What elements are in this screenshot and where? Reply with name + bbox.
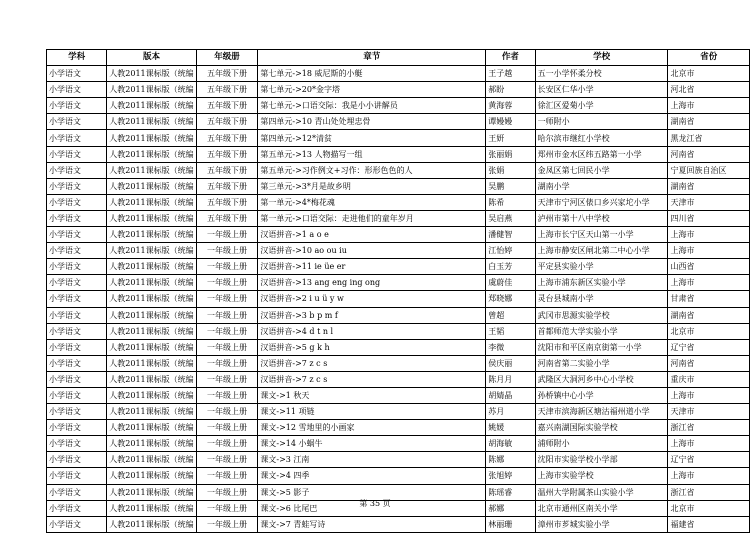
table-row [47,210,750,226]
page-number: 第 35 页 [359,499,391,508]
cell-author: 谭嫚嫚 [486,114,535,130]
cell-author: 李微 [486,339,535,355]
cell-author: 曾超 [486,307,535,323]
cell-author: 潘健智 [486,227,535,243]
cell-grade: 五年级下册 [196,66,258,82]
table-row [47,162,750,178]
cell-chapter: 汉语拼音->5 g k h [258,339,486,355]
cell-author: 张娟 [486,162,535,178]
cell-author: 郝娜 [486,500,535,516]
cell-school: 漳州市芗城实验小学 [535,516,668,532]
cell-school: 泸州市第十八中学校 [535,210,668,226]
cell-grade: 一年级上册 [196,404,258,420]
table-row [47,339,750,355]
cell-province: 浙江省 [668,484,750,500]
header-edition: 版本 [107,50,196,66]
cell-grade: 一年级上册 [196,227,258,243]
table-row [47,66,750,82]
cell-province: 宁夏回族自治区 [668,162,750,178]
cell-school: 灵台县城南小学 [535,291,668,307]
cell-chapter: 汉语拼音->7 z c s [258,371,486,387]
cell-province: 天津市 [668,404,750,420]
cell-edition: 人教2011课标版（统编 [107,146,196,162]
cell-school: 沈阳市和平区南京街第一小学 [535,339,668,355]
cell-province: 河南省 [668,355,750,371]
cell-chapter: 第三单元->3*月是故乡明 [258,178,486,194]
cell-school: 沈阳市实验学校小学部 [535,452,668,468]
cell-grade: 一年级上册 [196,291,258,307]
cell-chapter: 课文->1 秋天 [258,387,486,403]
cell-edition: 人教2011课标版（统编 [107,114,196,130]
cell-province: 上海市 [668,98,750,114]
cell-chapter: 第七单元->口语交际：我是小小讲解员 [258,98,486,114]
cell-chapter: 课文->3 江南 [258,452,486,468]
cell-grade: 一年级上册 [196,420,258,436]
header-chapter: 章节 [258,50,486,66]
cell-chapter: 第一单元->口语交际：走进他们的童年岁月 [258,210,486,226]
cell-grade: 一年级上册 [196,275,258,291]
table-row [47,387,750,403]
cell-subject: 小学语文 [47,468,107,484]
header-grade: 年级册 [196,50,258,66]
cell-school: 平定县实验小学 [535,259,668,275]
cell-school: 天津市滨海新区塘沽福州道小学 [535,404,668,420]
cell-province: 湖南省 [668,114,750,130]
cell-edition: 人教2011课标版（统编 [107,452,196,468]
cell-subject: 小学语文 [47,404,107,420]
cell-chapter: 课文->14 小蜗牛 [258,436,486,452]
cell-chapter: 第一单元->4*梅花魂 [258,194,486,210]
cell-school: 徐汇区爱菊小学 [535,98,668,114]
cell-author: 王妍 [486,130,535,146]
header-row [47,50,750,66]
table-row [47,82,750,98]
table-row [47,130,750,146]
cell-edition: 人教2011课标版（统编 [107,484,196,500]
cell-school: 上海市长宁区天山第一小学 [535,227,668,243]
cell-edition: 人教2011课标版（统编 [107,371,196,387]
cell-province: 重庆市 [668,371,750,387]
cell-school: 长安区仁华小学 [535,82,668,98]
cell-province: 黑龙江省 [668,130,750,146]
cell-chapter: 汉语拼音->2 i u ü y w [258,291,486,307]
cell-school: 金凤区第七回民小学 [535,162,668,178]
cell-edition: 人教2011课标版（统编 [107,404,196,420]
cell-province: 河南省 [668,146,750,162]
cell-author: 江怡婷 [486,243,535,259]
cell-author: 胡海敏 [486,436,535,452]
cell-school: 五一小学怀柔分校 [535,66,668,82]
table-body [47,66,750,533]
cell-subject: 小学语文 [47,355,107,371]
cell-subject: 小学语文 [47,484,107,500]
cell-author: 陈月月 [486,371,535,387]
cell-province: 福建省 [668,516,750,532]
cell-chapter: 课文->7 青蛙写诗 [258,516,486,532]
cell-author: 白玉芳 [486,259,535,275]
cell-province: 上海市 [668,227,750,243]
table-row [47,146,750,162]
cell-grade: 一年级上册 [196,484,258,500]
cell-edition: 人教2011课标版（统编 [107,162,196,178]
cell-edition: 人教2011课标版（统编 [107,291,196,307]
cell-subject: 小学语文 [47,162,107,178]
cell-grade: 一年级上册 [196,371,258,387]
cell-edition: 人教2011课标版（统编 [107,436,196,452]
table-row [47,275,750,291]
header-author: 作者 [486,50,535,66]
cell-province: 上海市 [668,387,750,403]
cell-school: 北京市通州区南关小学 [535,500,668,516]
table-row [47,468,750,484]
cell-subject: 小学语文 [47,452,107,468]
cell-school: 一师附小 [535,114,668,130]
cell-chapter: 第七单元->18 威尼斯的小艇 [258,66,486,82]
table-row [47,452,750,468]
cell-grade: 一年级上册 [196,355,258,371]
cell-grade: 五年级下册 [196,130,258,146]
cell-grade: 一年级上册 [196,387,258,403]
cell-subject: 小学语文 [47,210,107,226]
cell-grade: 一年级上册 [196,339,258,355]
cell-school: 孙桥镇中心小学 [535,387,668,403]
cell-province: 四川省 [668,210,750,226]
cell-school: 上海市静安区闸北第二中心小学 [535,243,668,259]
cell-author: 陈瑶睿 [486,484,535,500]
cell-grade: 五年级下册 [196,178,258,194]
cell-grade: 一年级上册 [196,259,258,275]
cell-chapter: 汉语拼音->1 a o e [258,227,486,243]
cell-grade: 一年级上册 [196,452,258,468]
table-row [47,114,750,130]
cell-edition: 人教2011课标版（统编 [107,66,196,82]
cell-grade: 一年级上册 [196,307,258,323]
table-row [47,243,750,259]
cell-edition: 人教2011课标版（统编 [107,210,196,226]
cell-subject: 小学语文 [47,194,107,210]
cell-edition: 人教2011课标版（统编 [107,98,196,114]
cell-author: 张丽娟 [486,146,535,162]
cell-subject: 小学语文 [47,307,107,323]
cell-province: 上海市 [668,468,750,484]
records-table [46,49,750,533]
cell-chapter: 第四单元->10 青山处处埋忠骨 [258,114,486,130]
cell-subject: 小学语文 [47,114,107,130]
cell-edition: 人教2011课标版（统编 [107,355,196,371]
cell-school: 哈尔滨市继红小学校 [535,130,668,146]
cell-chapter: 汉语拼音->7 z c s [258,355,486,371]
cell-edition: 人教2011课标版（统编 [107,339,196,355]
table-row [47,371,750,387]
cell-subject: 小学语文 [47,82,107,98]
cell-chapter: 第五单元->13 人物描写一组 [258,146,486,162]
cell-grade: 一年级上册 [196,243,258,259]
cell-province: 北京市 [668,323,750,339]
cell-chapter: 汉语拼音->11 ie üe er [258,259,486,275]
cell-province: 浙江省 [668,420,750,436]
cell-author: 郝盼 [486,82,535,98]
cell-subject: 小学语文 [47,130,107,146]
table-row [47,227,750,243]
cell-edition: 人教2011课标版（统编 [107,227,196,243]
cell-grade: 一年级上册 [196,468,258,484]
table-row [47,291,750,307]
cell-school: 上海市浦东新区实验小学 [535,275,668,291]
cell-edition: 人教2011课标版（统编 [107,194,196,210]
cell-chapter: 课文->11 项链 [258,404,486,420]
cell-grade: 五年级下册 [196,114,258,130]
cell-school: 嘉兴南湖国际实验学校 [535,420,668,436]
cell-grade: 五年级下册 [196,210,258,226]
cell-subject: 小学语文 [47,66,107,82]
cell-chapter: 课文->5 影子 [258,484,486,500]
cell-edition: 人教2011课标版（统编 [107,323,196,339]
cell-chapter: 课文->12 雪地里的小画家 [258,420,486,436]
cell-school: 浦师附小 [535,436,668,452]
cell-subject: 小学语文 [47,98,107,114]
cell-subject: 小学语文 [47,339,107,355]
cell-grade: 五年级下册 [196,98,258,114]
cell-province: 山西省 [668,259,750,275]
table-row [47,420,750,436]
cell-edition: 人教2011课标版（统编 [107,259,196,275]
cell-edition: 人教2011课标版（统编 [107,468,196,484]
cell-province: 上海市 [668,243,750,259]
cell-subject: 小学语文 [47,259,107,275]
table-row [47,323,750,339]
table-row [47,178,750,194]
cell-subject: 小学语文 [47,243,107,259]
cell-subject: 小学语文 [47,436,107,452]
cell-subject: 小学语文 [47,227,107,243]
cell-subject: 小学语文 [47,500,107,516]
cell-author: 王子越 [486,66,535,82]
header-province: 省份 [668,50,750,66]
table-row [47,194,750,210]
cell-chapter: 课文->6 比尾巴 [258,500,486,516]
cell-author: 苏月 [486,404,535,420]
cell-subject: 小学语文 [47,371,107,387]
cell-province: 上海市 [668,275,750,291]
cell-grade: 一年级上册 [196,436,258,452]
cell-subject: 小学语文 [47,146,107,162]
cell-grade: 一年级上册 [196,516,258,532]
cell-chapter: 第七单元->20*金字塔 [258,82,486,98]
cell-subject: 小学语文 [47,420,107,436]
cell-chapter: 汉语拼音->3 b p m f [258,307,486,323]
cell-province: 北京市 [668,500,750,516]
cell-edition: 人教2011课标版（统编 [107,500,196,516]
header-subject: 学科 [47,50,107,66]
cell-province: 湖南省 [668,307,750,323]
cell-subject: 小学语文 [47,275,107,291]
cell-author: 吴启燕 [486,210,535,226]
cell-subject: 小学语文 [47,178,107,194]
cell-grade: 一年级上册 [196,323,258,339]
table-row [47,436,750,452]
cell-chapter: 汉语拼音->4 d t n l [258,323,486,339]
cell-grade: 五年级下册 [196,146,258,162]
cell-author: 黄海蓉 [486,98,535,114]
cell-subject: 小学语文 [47,291,107,307]
cell-author: 吴鹏 [486,178,535,194]
cell-school: 湖南小学 [535,178,668,194]
cell-grade: 一年级上册 [196,500,258,516]
cell-subject: 小学语文 [47,323,107,339]
cell-chapter: 汉语拼音->10 ao ou iu [258,243,486,259]
cell-province: 河北省 [668,82,750,98]
cell-grade: 五年级下册 [196,194,258,210]
cell-edition: 人教2011课标版（统编 [107,178,196,194]
cell-edition: 人教2011课标版（统编 [107,387,196,403]
cell-edition: 人教2011课标版（统编 [107,130,196,146]
cell-edition: 人教2011课标版（统编 [107,420,196,436]
cell-school: 郑州市金水区纬五路第一小学 [535,146,668,162]
cell-author: 虞蔚佳 [486,275,535,291]
cell-school: 武隆区大洞河乡中心小学校 [535,371,668,387]
cell-edition: 人教2011课标版（统编 [107,307,196,323]
cell-edition: 人教2011课标版（统编 [107,243,196,259]
cell-school: 武冈市思源实验学校 [535,307,668,323]
cell-chapter: 课文->4 四季 [258,468,486,484]
cell-grade: 五年级下册 [196,162,258,178]
cell-province: 辽宁省 [668,339,750,355]
cell-chapter: 第五单元->习作例文+习作：形形色色的人 [258,162,486,178]
cell-subject: 小学语文 [47,387,107,403]
cell-edition: 人教2011课标版（统编 [107,516,196,532]
cell-province: 天津市 [668,194,750,210]
cell-author: 张旭婷 [486,468,535,484]
cell-author: 陈娜 [486,452,535,468]
cell-school: 天津市宁河区俵口乡兴家坨小学 [535,194,668,210]
cell-chapter: 第四单元->12*清贫 [258,130,486,146]
table-row [47,98,750,114]
cell-school: 首都师范大学实验小学 [535,323,668,339]
cell-province: 辽宁省 [668,452,750,468]
cell-author: 胡婧晶 [486,387,535,403]
cell-author: 郑晓娜 [486,291,535,307]
cell-school: 温州大学附属茶山实验小学 [535,484,668,500]
header-school: 学校 [535,50,668,66]
cell-province: 甘肃省 [668,291,750,307]
cell-author: 侯庆丽 [486,355,535,371]
table-row [47,259,750,275]
data-sheet [46,49,750,533]
cell-province: 湖南省 [668,178,750,194]
cell-edition: 人教2011课标版（统编 [107,82,196,98]
table-row [47,307,750,323]
cell-author: 林丽珊 [486,516,535,532]
table-row [47,355,750,371]
cell-school: 上海市实验学校 [535,468,668,484]
cell-province: 上海市 [668,436,750,452]
cell-author: 陈希 [486,194,535,210]
cell-province: 北京市 [668,66,750,82]
cell-author: 王韬 [486,323,535,339]
table-row [47,404,750,420]
cell-chapter: 汉语拼音->13 ang eng ing ong [258,275,486,291]
cell-school: 河南省第二实验小学 [535,355,668,371]
cell-subject: 小学语文 [47,516,107,532]
cell-grade: 五年级下册 [196,82,258,98]
cell-edition: 人教2011课标版（统编 [107,275,196,291]
cell-author: 姚媛 [486,420,535,436]
